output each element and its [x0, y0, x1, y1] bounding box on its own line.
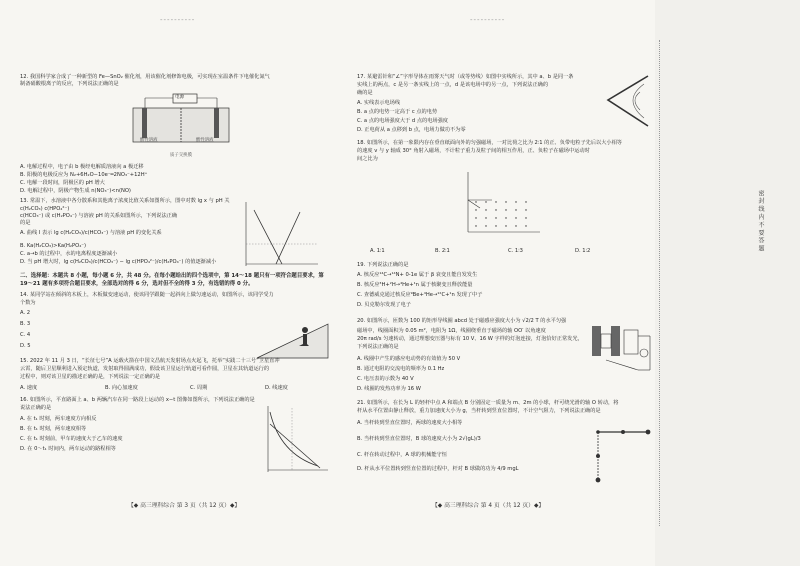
q15-line: 云霄，随后卫星顺利进入预定轨道，发射取得圆满成功，假设该卫星运行轨道可看作圆，卫星在其轨道运行的: [20, 366, 270, 372]
q19-option: A. 核反应¹⁴C→¹⁴N+ 0-1e 属于 β 衰变且能自发发生: [357, 272, 478, 278]
q21-option: A. 当杆转到竖直位置时，两球的速度大小相等: [357, 420, 463, 426]
q13-option: D. 当 pH 增大时，lg c(H₂CO₃)/c(HCO₃⁻) − lg c(HPO₄²⁻)/c(H₂PO₄⁻) 的值逐渐减小: [20, 259, 217, 265]
q13-line: 的是: [20, 220, 31, 226]
q17-option: B. a 点的电势一定高于 c 点的电势: [357, 109, 438, 115]
q16-line: 说法正确的是: [20, 405, 52, 411]
q14-line: 14. 某同学站在倾斜的木板上，木板做变速运动，使该同学跟随一起斜向上做匀速运动，如图所示，该同学受力: [20, 292, 274, 298]
q18-line: 的速度 v 与 y 轴成 30° 角射入磁场，不计粒子重力及粒子间的相互作用，正、负粒子在磁场中运动时: [357, 148, 590, 154]
q13-option: C. a→b 的过程中，水的电离程度逐渐减小: [20, 251, 118, 257]
q12-option: A. 电解过程中，电子由 b 极经电解质溶液向 a 极迁移: [20, 164, 144, 170]
section-heading: 二、选择题：本题共 8 小题，每小题 6 分，共 48 分。在每小题给出的四个选项中，第 14～18 题只有一项符合题目要求，第: [20, 273, 324, 279]
q16-option: C. 在 t₁ 时刻前，甲车的速度大于乙车的速度: [20, 436, 123, 442]
q17-option: C. a 点的电场强度大于 d 点的电场强度: [357, 118, 448, 124]
q13-line: c(H₂CO₃) c(HPO₄²⁻): [20, 206, 70, 212]
q14-option: C. 4: [20, 332, 31, 338]
q18-line: 18. 如图所示，在第一象限内存在垂直纸面向外的匀强磁场，一对比荷之比为 2∶1 的正、负带电粒子先后以大小相等: [357, 140, 622, 146]
q18-option: D. 1∶2: [575, 248, 591, 254]
q12-option: C. 电解一段时间，阴极区的 pH 增大: [20, 180, 105, 186]
q20-option: C. 电压表的示数为 40 V: [357, 376, 414, 382]
section-heading: 19～21 题有多项符合题目要求，全部选对的得 6 分，选对但不全的得 3 分，有选错的得 0 分。: [20, 281, 254, 287]
q15-option: A. 速度: [20, 385, 38, 391]
q14-option: D. 5: [20, 343, 31, 349]
q14-option: B. 3: [20, 321, 31, 327]
q16-line: 16. 如图所示，平直路面上 a、b 两辆汽车在同一路段上运动的 x−t 图像如图所示，下列说法正确的是: [20, 397, 255, 403]
rod-rotation-figure: [588, 422, 652, 484]
q15-line: 15. 2022 年 11 月 3 日，“长征七号”A 运载火箭在中国文昌航天发射场点火起飞，托举“实践二十三号”卫星直冲: [20, 358, 280, 364]
q12-option: D. 电解过程中，阴极产物生成 n(NO₃⁻)<n(NO): [20, 188, 131, 194]
q19-line: 19. 下列说法正确的是: [357, 262, 409, 268]
page-footer-3: 【◆ 高三理科综合 第 3 页（共 12 页）◆】: [128, 503, 241, 509]
page-footer-4: 【◆ 高三理科综合 第 4 页（共 12 页）◆】: [432, 503, 545, 509]
q17-option: A. 实线表示电场线: [357, 100, 401, 106]
q16-option: D. 在 0～t₁ 时间内，两车运动的路程相等: [20, 446, 116, 452]
q16-option: A. 在 t₁ 时刻，两车速度方向相反: [20, 416, 97, 422]
q19-option: B. 核反应³H+²H→⁴He+¹n 属于核聚变且释放能量: [357, 282, 473, 288]
q13-line: c(HCO₃⁻) 或 c(H₂PO₄⁻) 与溶液 pH 的关系如图所示，下列说法正确: [20, 213, 178, 219]
q20-line: 20. 如图所示，匝数为 100 的矩形导线圈 abcd 处于磁感应强度大小为 √2/2 T 的水平匀强: [357, 318, 567, 324]
xt-graph: [262, 404, 330, 476]
q21-line: 杆从水平位置由静止释放，重力加速度大小为 g，当杆转到竖直位置时，不计空气阻力，下列说法正确的是: [357, 408, 601, 414]
q20-option: A. 线圈中产生的感应电动势的有效值为 50 V: [357, 356, 461, 362]
q17-line: 确的是: [357, 90, 373, 96]
q15-option: C. 周期: [190, 385, 208, 391]
q17-option: D. 正电荷从 a 点移到 b 点，电场力做功不为零: [357, 127, 466, 133]
q16-option: B. 在 t₁ 时刻，两车速度相等: [20, 426, 87, 432]
membrane-label: 质子交换膜: [170, 153, 192, 158]
q19-option: C. 查德威克通过核反应⁹Be+⁴He→¹²C+¹n 发现了中子: [357, 292, 483, 298]
q20-option: B. 通过电阻的交流电的频率为 0.1 Hz: [357, 366, 445, 372]
q18-line: 间之比为: [357, 156, 378, 162]
q20-line: 磁场中，线圈面积为 0.05 m²，电阻为 1Ω，线圈绕垂直于磁场的轴 OO′ 以角速度: [357, 328, 546, 334]
q21-option: D. 杆从水平位置转到竖直位置的过程中，杆对 B 球做的功为 4/9 mgL: [357, 466, 519, 472]
power-label: 电源: [175, 95, 185, 100]
q21-line: 21. 如图所示，在长为 L 的轻杆中点 A 和端点 B 分别固定一质量为 m、2m 的小球，杆可绕光滑的轴 O 转动，将: [357, 400, 619, 406]
q12-option: B. 阳极的电极反应为 N₂+6H₂O−10e⁻═2NO₃⁻+12H⁺: [20, 172, 148, 178]
q12-line: 12. 我国科学家合成了一种新型的 Fe—SnO₂ 催化剂，用该催化剂修饰电极，可实现在室温条件下电催化氮气: [20, 74, 270, 80]
q20-line: 下列说法正确的是: [357, 344, 399, 350]
q17-line: 实线上的两点，c 是另一条实线上的一点，d 是该电场中的另一点，下列说法正确的: [357, 82, 549, 88]
q13-option: A. 曲线 I 表示 lg c(H₂CO₃)/c(HCO₃⁻) 与溶液 pH 的变化关系: [20, 230, 162, 236]
seal-notice: 密 封 线 内 不 要 答 题: [757, 190, 764, 252]
top-dash-mark: ----------: [470, 16, 506, 24]
q14-option: A. 2: [20, 310, 31, 316]
q12-line: 制备硝酸根离子的反应，下列说法正确的是: [20, 81, 119, 87]
lg-ph-graph: [240, 200, 320, 272]
top-dash-mark: ----------: [160, 16, 196, 24]
q13-option: B. Ka(H₂CO₃)>Ka(H₂PO₄⁻): [20, 243, 87, 249]
q20-option: D. 线圈的发热功率为 16 W: [357, 386, 421, 392]
q14-line: 个数为: [20, 300, 36, 306]
lightning-rod-figure: [600, 72, 652, 130]
q15-line: 过程中，则对该卫星的描述正确的是，下列说法一定正确的是: [20, 374, 161, 380]
magnetic-field-figure: [462, 170, 542, 236]
q18-option: C. 1∶3: [508, 248, 523, 254]
q20-line: 20π rad/s 匀速转动，通过理想变压器与标有 10 V、16 W 字样的灯泡连接，灯泡恰好正常发光，: [357, 336, 583, 342]
q18-option: B. 2∶1: [435, 248, 450, 254]
binding-margin: [655, 0, 800, 566]
q15-option: B. 向心加速度: [105, 385, 138, 391]
fold-line: [659, 40, 660, 526]
left-solution-label: 酸性溶液: [140, 138, 158, 143]
transformer-circuit-figure: [588, 320, 652, 378]
q15-option: D. 线速度: [265, 385, 288, 391]
q19-option: D. 贝克勒尔发现了电子: [357, 302, 411, 308]
q13-line: 13. 常温下，水溶液中各分散系和其他离子浓度比值关系如图所示，图中对数 lg x 与 pH 关: [20, 198, 230, 204]
incline-figure: [255, 318, 330, 360]
q17-line: 17. 某避雷针和“∠”字形导体在雨雾天气时（或等势线）如图中实线所示，其中 a、b 是同一条: [357, 74, 574, 80]
q21-option: C. 杆在转动过程中，A 球的机械能守恒: [357, 452, 447, 458]
right-solution-label: 酸性溶液: [196, 138, 214, 143]
q21-option: B. 当杆转到竖直位置时，B 球的速度大小为 2√(gL)/3: [357, 436, 481, 442]
q18-option: A. 1∶1: [370, 248, 385, 254]
